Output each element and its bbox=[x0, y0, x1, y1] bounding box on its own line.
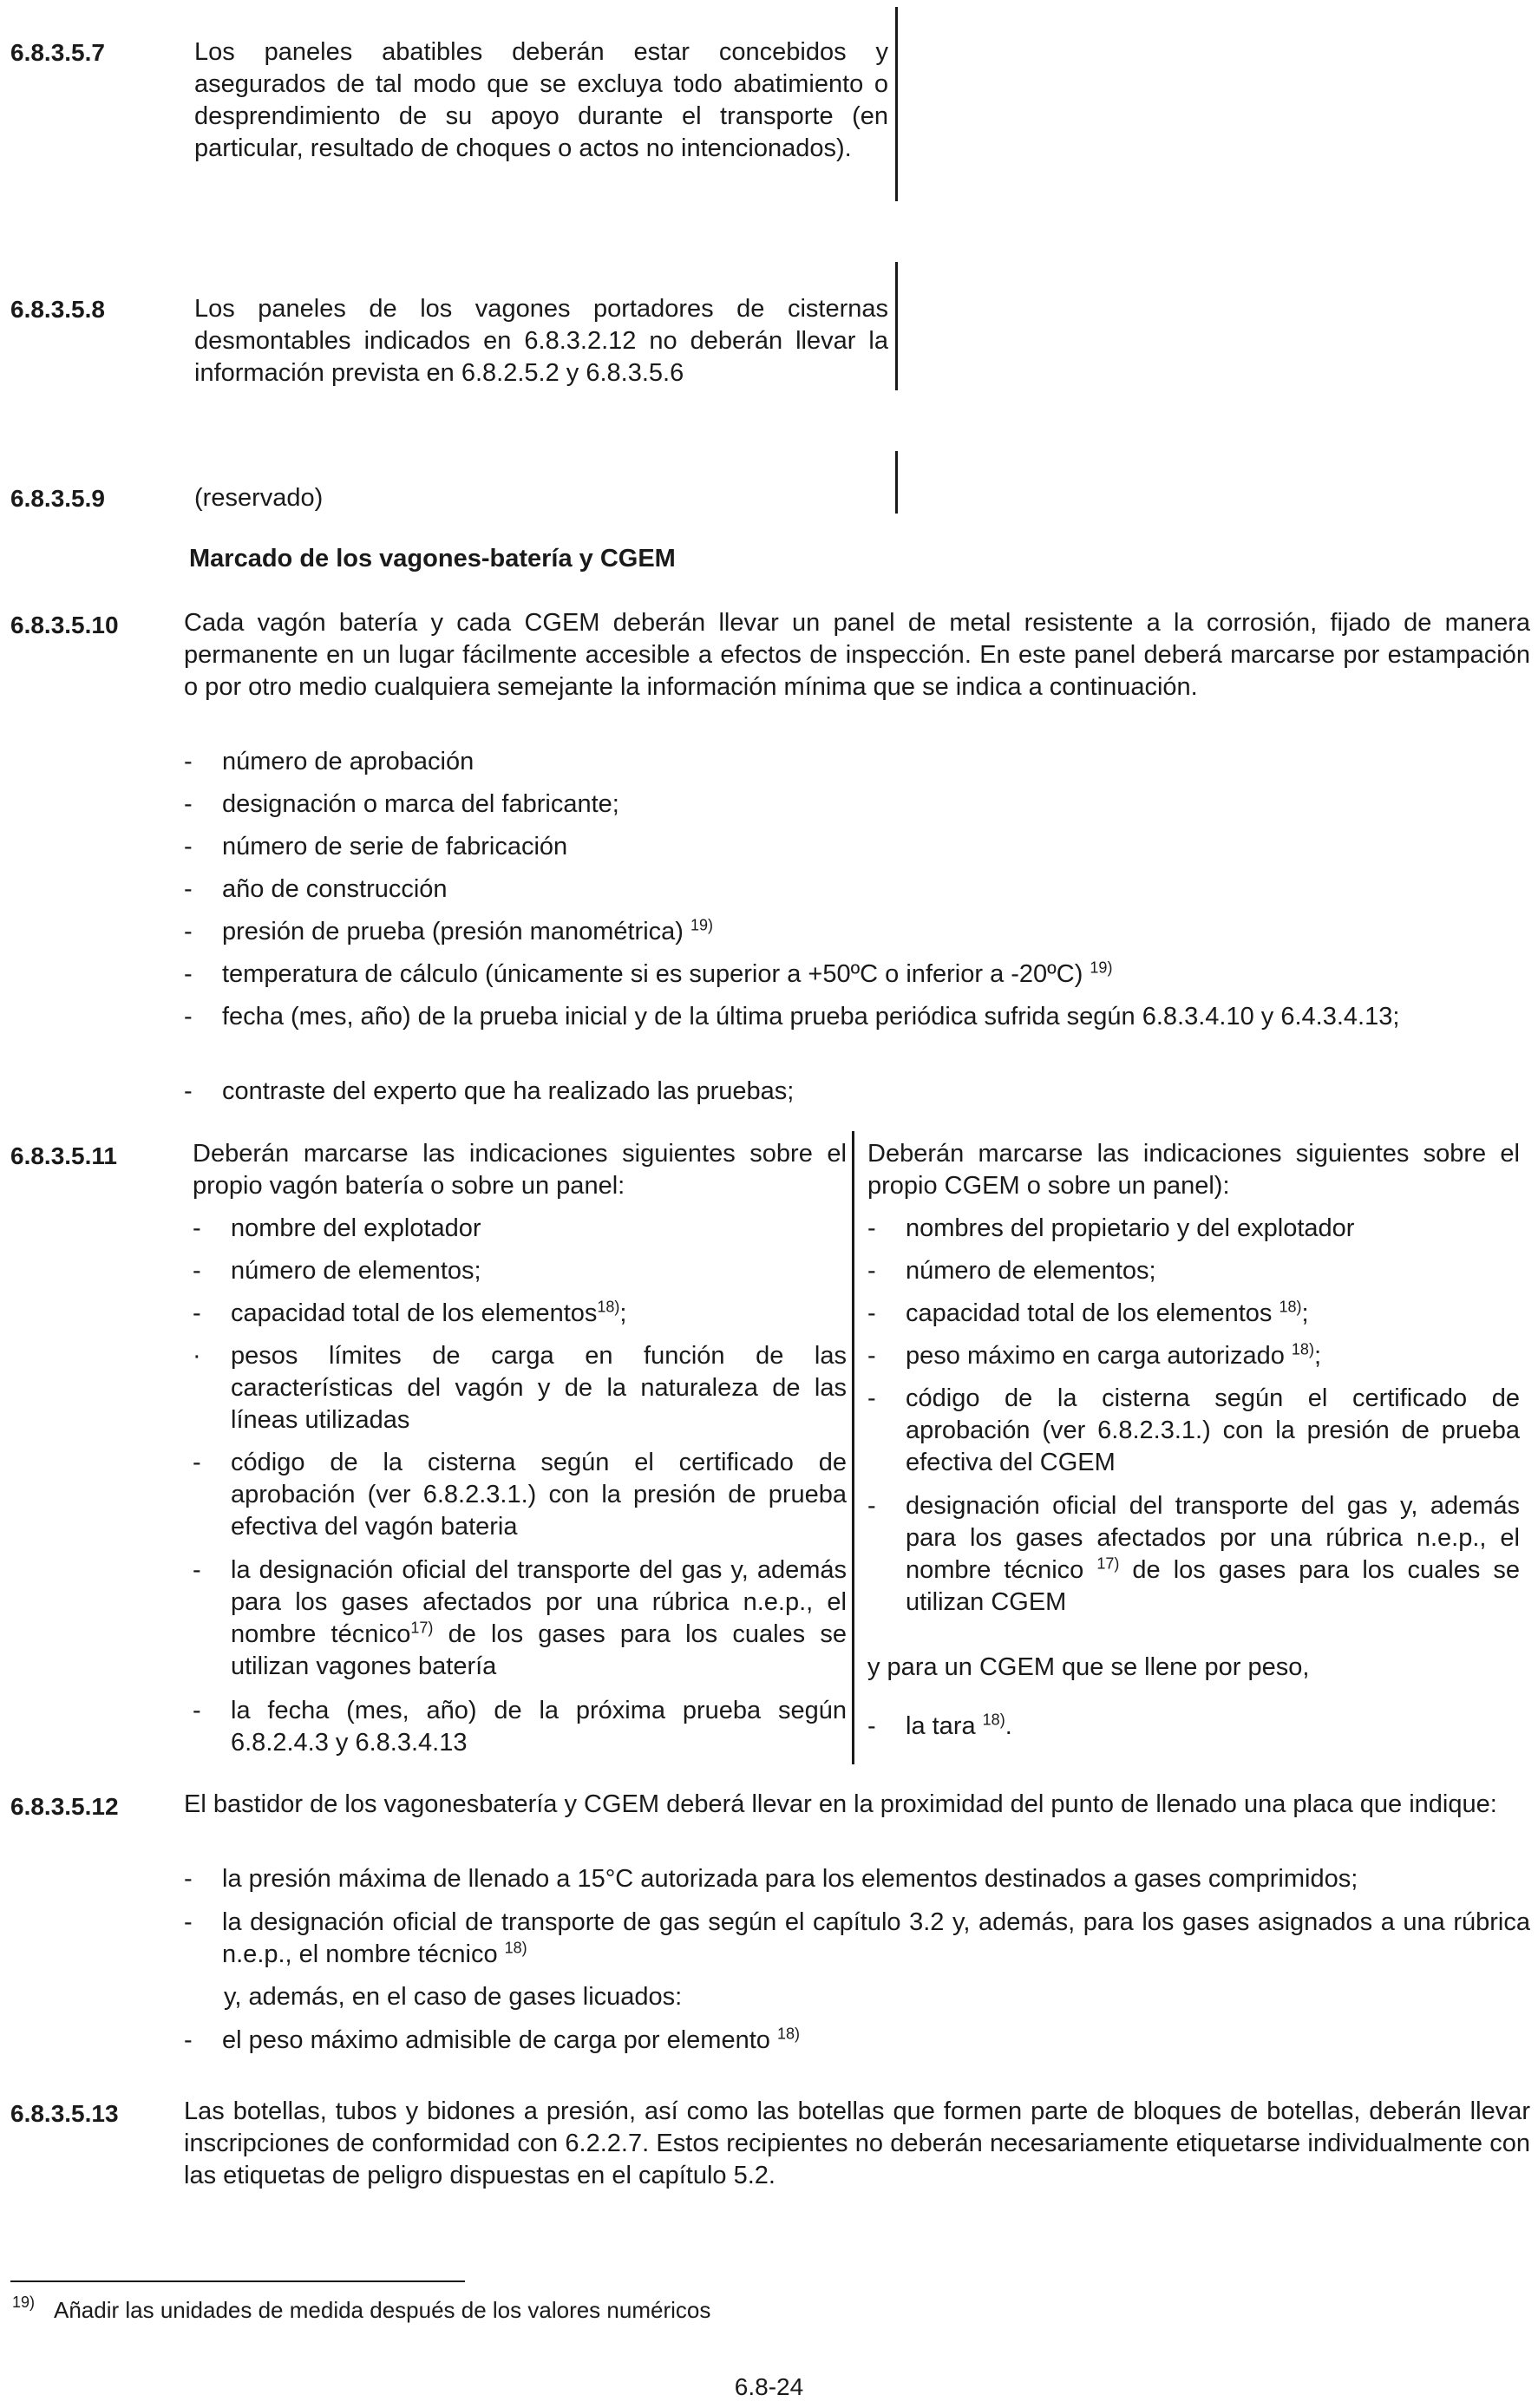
section-text: Los paneles abatibles deberán estar concebidos y asegurados de tal modo que se excluya todo abatimiento o desprendimiento de su apoyo durante el transporte (en particular, resultado de choques o actos no intencionados). bbox=[194, 38, 888, 162]
footnote-ref: 17) bbox=[410, 1619, 434, 1637]
section-text: Cada vagón batería y cada CGEM deberán llevar un panel de metal resistente a la corrosión, fijado de manera permanente en un lugar fácilmente accesible a efectos de inspección. En este panel deberá marcarse por estampación o por otro medio cualquiera semejante la información mínima que se indica a continuación. bbox=[184, 609, 1530, 701]
footnote-ref: 19) bbox=[690, 916, 714, 934]
mid-text: y, además, en el caso de gases licuados: bbox=[224, 1983, 683, 2011]
section-number: 6.8.3.5.9 bbox=[10, 485, 105, 512]
section-heading: Marcado de los vagones-batería y CGEM bbox=[189, 545, 676, 573]
footnote-ref: 18) bbox=[1291, 1340, 1314, 1358]
section-text: Los paneles de los vagones portadores de cisternas desmontables indicados en 6.8.3.2.12 no deberán llevar la información prevista en 6.8.2.5.2 y 6.8.3.5.6 bbox=[194, 295, 888, 387]
section-number: 6.8.3.5.10 bbox=[10, 612, 119, 638]
right-mid-text: y para un CGEM que se llene por peso, bbox=[867, 1653, 1310, 1681]
footnote-ref: 17) bbox=[1096, 1554, 1120, 1573]
footnote-ref: 18) bbox=[504, 1939, 527, 1957]
section-number: 6.8.3.5.11 bbox=[10, 1142, 118, 1169]
footnote-ref: 18) bbox=[1279, 1298, 1302, 1316]
footnote-ref: 18) bbox=[597, 1298, 620, 1316]
section-number: 6.8.3.5.7 bbox=[10, 39, 105, 66]
section-text: (reservado) bbox=[194, 484, 324, 512]
change-bar bbox=[895, 7, 898, 201]
left-intro: Deberán marcarse las indicaciones siguientes sobre el propio vagón batería o sobre un panel: bbox=[193, 1140, 847, 1200]
footnote-rule bbox=[10, 2280, 465, 2282]
footnote-text: Añadir las unidades de medida después de los valores numéricos bbox=[54, 2297, 711, 2323]
section-text: El bastidor de los vagonesbatería y CGEM deberá llevar en la proximidad del punto de llenado una placa que indique: bbox=[184, 1790, 1497, 1818]
footnote-mark: 19) bbox=[12, 2293, 36, 2311]
section-number: 6.8.3.5.12 bbox=[10, 1793, 119, 1820]
section-number: 6.8.3.5.13 bbox=[10, 2100, 119, 2127]
page-number: 6.8-24 bbox=[734, 2373, 804, 2400]
change-bar bbox=[895, 451, 898, 514]
section-text: Las botellas, tubos y bidones a presión, así como las botellas que formen parte de bloques de botellas, deberán llevar inscripciones de conformidad con 6.2.2.7. Estos recipientes no deberán necesariamente etiquetarse individualmente con las etiquetas de peligro dispuestas en el capítulo 5.2. bbox=[184, 2097, 1530, 2189]
footnote-ref: 18) bbox=[982, 1711, 1005, 1729]
footnote-ref: 18) bbox=[776, 2025, 800, 2043]
section-number: 6.8.3.5.8 bbox=[10, 296, 105, 323]
change-bar bbox=[895, 262, 898, 390]
column-divider bbox=[852, 1131, 854, 1764]
right-intro: Deberán marcarse las indicaciones siguientes sobre el propio CGEM o sobre un panel): bbox=[867, 1140, 1520, 1200]
footnote-ref: 19) bbox=[1090, 959, 1113, 977]
